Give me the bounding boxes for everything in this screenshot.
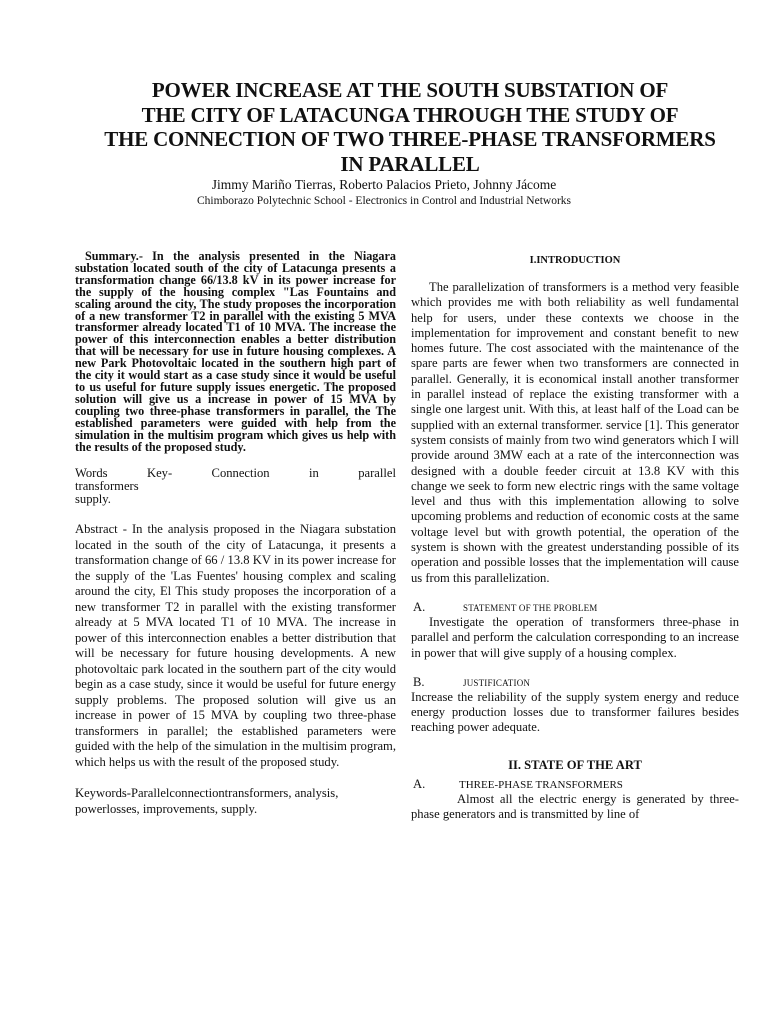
- title-line-1: POWER INCREASE AT THE SOUTH SUBSTATION OF: [151, 78, 669, 102]
- section-2-a-letter: A.: [413, 776, 426, 791]
- subsection-a-paragraph: Investigate the operation of transformers three-phase in parallel and perform the calculation corresponding to an increase in power that will give supply of a housing complex.: [411, 614, 739, 660]
- keywords-parallel: parallel: [358, 466, 396, 481]
- keywords-words: Words: [75, 466, 108, 481]
- subsection-a-heading: [411, 600, 739, 615]
- subsection-a-letter: A.: [413, 599, 426, 614]
- authors: Jimmy Mariño Tierras, Roberto Palacios Prieto, Johnny Jácome: [211, 177, 557, 192]
- keywords-block: [75, 467, 396, 506]
- keywords-in: in: [309, 466, 319, 481]
- right-column: [411, 255, 739, 822]
- subsection-a-title: STATEMENT OF THE PROBLEM: [463, 602, 598, 613]
- summary-paragraph: Summary.- In the analysis presented in the Niagara substation located south of the city of Latacunga presents a transformation change 66/13.8 kV in its power increase for the supply of the housing complex "Las Fountains and scaling around the city, The study proposes the incorporation of a new transformer T2 in parallel with the existing 5 MVA transformer already located T1 of 10 MVA. The increase the power of this interconnection enables a better distribution that will be necessary for use in future housing complexes. A new Park Photovoltaic located in the southern high part of the city it would start as a case study since it would be useful to us useful for future supply issues energetic. The proposed solution will give us a increase in power of 15 MVA by coupling two three-phase transformers in parallel, the The established parameters were guided with help from the simulation in the multisim program which gives us help with the results of the proposed study.: [75, 249, 396, 454]
- keywords-english: Keywords-Parallelconnectiontransformers, analysis, powerlosses, improvements, supply.: [75, 786, 339, 816]
- subsection-b-heading: [411, 675, 739, 690]
- section-2-a-title: THREE-PHASE TRANSFORMERS: [459, 778, 623, 791]
- section-2-a-paragraph: Almost all the electric energy is generated by three-phase generators and is transmitted by line of: [411, 791, 739, 822]
- keywords-connection: Connection: [211, 466, 270, 481]
- introduction-paragraph: The parallelization of transformers is a method very feasible which provides me with both reliability as well fundamental help for users, under these contexts we choose in the implementation for improvement and constant benefit to new homes future. The cost associated with the maintenance of the spare parts are fewer when two transformers are connected in parallel. Generally, it is economical install another transformer in parallel instead of replace the existing transformer with a single one largest unit. With this, at least half of the Load can be supplied with an external transformer. service [1]. This generator system consists of mainly from two wind generators which I will provide around 3MW each at a rate of the interconnection was designed with a double feeder circuit at 13.8 KV with this change we seek to form new electric rings with the same voltage level and thus with this implementation allowing to solve upcoming problems and reduction of economic costs at the same voltage level but with growth potential, the operation of the system is shown with the greatest understanding possible of its operation and possible losses that the implementation will cause us from this parallelization.: [411, 280, 739, 585]
- abstract-paragraph: Abstract - In the analysis proposed in the Niagara substation located in the south of the city of Latacunga, it presents a transformation change of 66 / 13.8 KV in its power increase for the supply of the 'Las Fuentes' housing complex and scaling around the city, El This study proposes the incorporation of a new transformer T2 in parallel with the existing transformer already at 5 MVA located T1 of 10 MVA. The increase in power of this interconnection enables a better distribution that will be necessary for future housing developments. A new photovoltaic park located in the southern part of the city would begin as a case study, since it would be useful for future energy supply problems. The proposed solution will give us an increase in power of 15 MVA by coupling two three-phase transformers in parallel; the established parameters were guided with the help of the simulation in the multisim program, which helps us with the result of the proposed study.: [75, 522, 396, 769]
- left-column: [75, 251, 396, 830]
- subsection-b-paragraph: Increase the reliability of the supply system energy and reduce energy production losses due to transformer failures besides reaching power adequate.: [411, 689, 739, 735]
- subsection-b-letter: B.: [413, 674, 425, 689]
- paper-title: [60, 78, 760, 176]
- affiliation: Chimborazo Polytechnic School - Electronics in Control and Industrial Networks: [197, 195, 571, 207]
- keywords-line-3: supply.: [75, 492, 111, 507]
- title-line-3: THE CONNECTION OF TWO THREE-PHASE TRANSFORMERS: [104, 127, 716, 151]
- section-2-heading: II. STATE OF THE ART: [508, 757, 642, 772]
- introduction-heading: I.INTRODUCTION: [529, 255, 621, 266]
- title-line-4: IN PARALLEL: [340, 151, 480, 176]
- title-line-2: THE CITY OF LATACUNGA THROUGH THE STUDY OF: [141, 102, 679, 127]
- keywords-line-2: transformers: [75, 479, 139, 494]
- subsection-b-title: JUSTIFICATION: [463, 677, 531, 688]
- section-2-subsection-a-heading: [411, 777, 739, 792]
- keywords-key: Key-: [146, 466, 173, 481]
